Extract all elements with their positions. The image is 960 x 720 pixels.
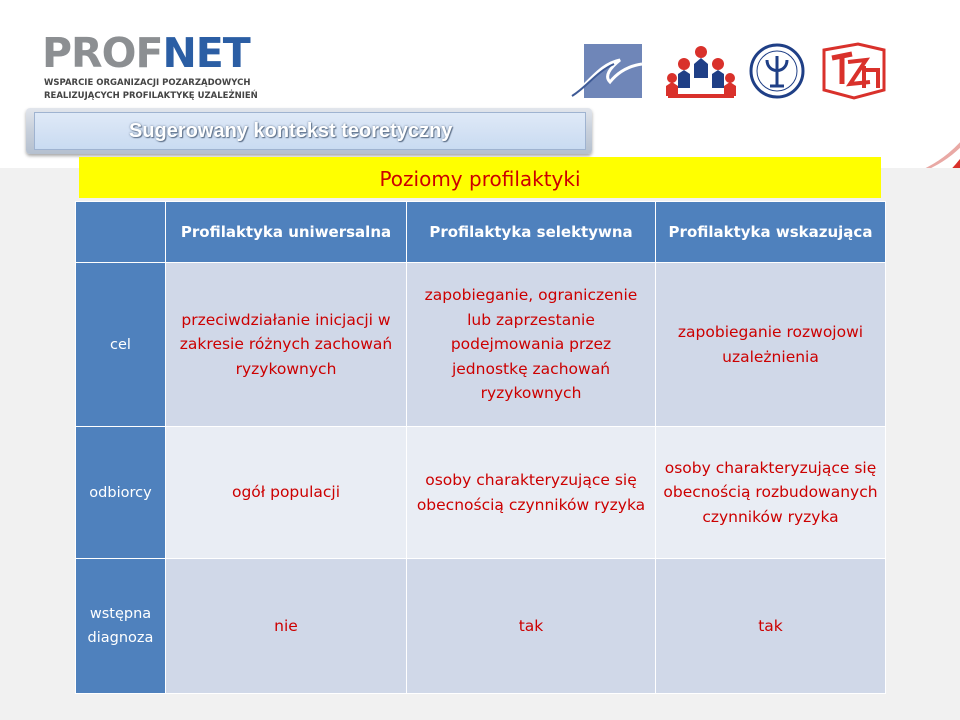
prevention-levels-table [75, 201, 886, 694]
title-bar [26, 108, 592, 154]
table-cell: tak [656, 559, 886, 694]
table-row [76, 263, 886, 427]
profnet-logo [42, 30, 302, 110]
bird-swoosh-logo [570, 42, 644, 100]
table-row [76, 559, 886, 694]
logo-subtitle-line2: REALIZUJĄCYCH PROFILAKTYKĘ UZALEŻNIEŃ [44, 91, 258, 101]
row-label: odbiorcy [76, 427, 166, 559]
row-label: wstępna diagnoza [76, 559, 166, 694]
logo-prof: PROF [42, 29, 163, 77]
table-header-row [76, 202, 886, 263]
people-group-logo [664, 44, 738, 100]
logo-subtitle [44, 77, 258, 103]
slide-title: Sugerowany kontekst teoretyczny [129, 120, 453, 142]
table-cell: przeciwdziałanie inicjacji w zakresie różnych zachowań ryzykownych [166, 263, 407, 427]
table-header-cell: Profilaktyka selektywna [407, 202, 656, 263]
table-cell: ogół populacji [166, 427, 407, 559]
section-banner [79, 157, 881, 198]
title-bar-inner [34, 112, 586, 150]
psi-circle-logo [748, 42, 806, 100]
profnet-wordmark [42, 30, 250, 76]
logo-net: NET [162, 29, 250, 77]
table-cell: zapobieganie rozwojowi uzależnienia [656, 263, 886, 427]
tzn-logo [818, 40, 890, 102]
logo-subtitle-line1: WSPARCIE ORGANIZACJI POZARZĄDOWYCH [44, 78, 251, 88]
partner-logos [560, 40, 900, 104]
table-cell: zapobieganie, ograniczenie lub zaprzestanie podejmowania przez jednostkę zachowań ryzykownych [407, 263, 656, 427]
table-cell: osoby charakteryzujące się obecnością czynników ryzyka [407, 427, 656, 559]
table-cell: tak [407, 559, 656, 694]
slide-header [0, 0, 960, 168]
table-row [76, 427, 886, 559]
banner-title: Poziomy profilaktyki [379, 167, 581, 191]
table-cell: nie [166, 559, 407, 694]
row-label: cel [76, 263, 166, 427]
table-cell: osoby charakteryzujące się obecnością rozbudowanych czynników ryzyka [656, 427, 886, 559]
table-header-cell [76, 202, 166, 263]
table-header-cell: Profilaktyka wskazująca [656, 202, 886, 263]
table-header-cell: Profilaktyka uniwersalna [166, 202, 407, 263]
